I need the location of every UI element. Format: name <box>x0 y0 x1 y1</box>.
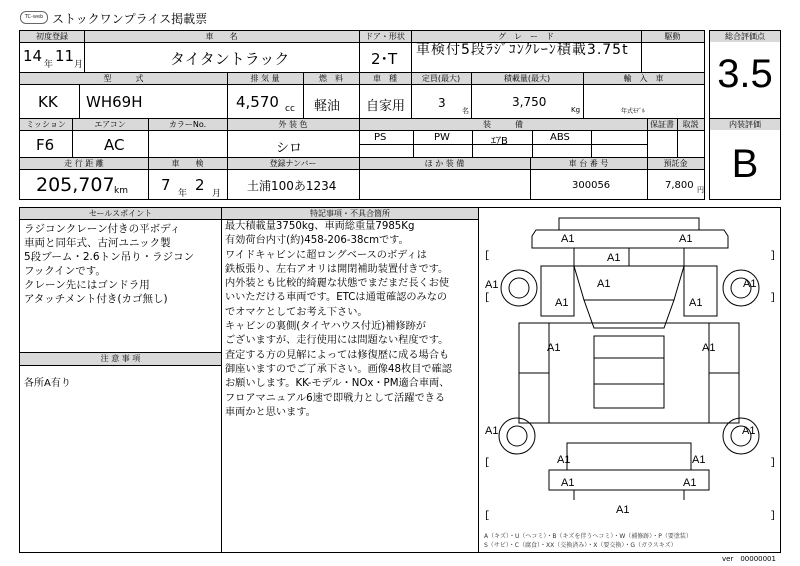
door-label: ドア・形状 <box>359 31 411 42</box>
legend-line-1: A（キズ）・U（ヘコミ）・B（キズを伴うヘコミ）・W（補修跡）・P（要塗装） <box>484 533 692 540</box>
version: ver 00000001 <box>722 555 776 563</box>
total-score: 3.5 <box>717 52 773 96</box>
manual-label: 取説 <box>677 119 704 130</box>
aircon-label: エアコン <box>72 119 148 130</box>
fuel-label: 燃 料 <box>303 73 359 84</box>
first-reg-year: 14 <box>23 47 43 65</box>
import-label: 輸 入 車 <box>583 73 704 84</box>
bracket: ] <box>770 458 777 469</box>
logo: TC-web <box>20 11 48 24</box>
equipment-label: 装 備 <box>359 119 647 130</box>
chassis-label: 車 台 番 号 <box>530 158 647 169</box>
mileage-unit: km <box>114 186 128 196</box>
year-unit: 年 <box>44 60 54 70</box>
mark: A1 <box>485 279 499 291</box>
usage-label: 車 種 <box>359 73 411 84</box>
load-capacity: 3,750 <box>512 95 547 109</box>
equipment-abs: ABS <box>550 132 570 143</box>
interior-score: B <box>731 142 759 186</box>
capacity-unit: 名 <box>462 107 469 115</box>
cc-label: 排 気 量 <box>227 73 303 84</box>
displacement: 4,570 <box>236 93 279 111</box>
bed-floor <box>594 336 664 408</box>
mission: F6 <box>36 136 55 154</box>
model-year-label: 年式ﾓﾃﾞﾙ <box>621 108 646 115</box>
type-code: WH69H <box>86 93 143 111</box>
price: 7,800 <box>665 180 694 191</box>
mark: A1 <box>683 477 697 489</box>
mission-label: ミッション <box>20 119 72 130</box>
mark: A1 <box>742 425 756 437</box>
license-plate: 土浦100あ1234 <box>247 179 337 193</box>
mark: A1 <box>607 252 621 264</box>
truck-damage-diagram <box>479 208 780 552</box>
aircon: AC <box>104 136 125 154</box>
chassis-number: 300056 <box>572 180 611 191</box>
special-notes-text: 最大積載量3750kg、車両総重量7985Kg 有効荷台内寸(約)458-206-38cmです。 ワイドキャビンに超ロングベースのボディは 鉄板張り、左右アオリは開閉補助装置付きです。 内外装とも比較的綺麗な状態でまだまだ長くお使 いいただける車両です。ETCは通電確認のみなの でオマケとしてお考え下さい。 キャビンの裏側(タイヤハウス付近)補修跡が ございますが、走行使用には問題ない程度です。 査定する方の見解によっては修復歴に成る場合も 御座いますのでご了承下さい。画像48枚目で確認 お願いします。KK-モデル・NOx・PM適合車両、 フロアマニュアル6速で即戦力として活躍できる 車両かと思います。 <box>225 221 452 418</box>
grade: 車検付5段ﾗｼﾞｺﾝｸﾚｰﾝ積載3.75t <box>416 42 629 58</box>
plate-label: 登録ナンバー <box>227 158 359 169</box>
mark: A1 <box>555 297 569 309</box>
car-name: タイタントラック <box>170 50 290 68</box>
ext-color-label: 外 装 色 <box>227 119 359 130</box>
mark: A1 <box>557 454 571 466</box>
legend-line-2: S（サビ）・C（腐食）・XX（交換済み）・X（要交換）・G（ガラスキズ） <box>484 542 677 549</box>
notes-label: 注 意 事 項 <box>20 353 221 365</box>
mark: A1 <box>485 425 499 437</box>
mark: A1 <box>561 477 575 489</box>
page-title: ストックワンプライス掲載票 <box>52 12 208 26</box>
drive-label: 駆動 <box>641 31 704 42</box>
capacity-label: 定員(最大) <box>411 73 471 84</box>
mark: A1 <box>743 278 757 290</box>
inspection-month: 2 <box>195 176 205 194</box>
bracket: [ <box>484 511 491 522</box>
notes-text: 各所A有り <box>24 378 71 389</box>
bracket: [ <box>484 251 491 262</box>
sales-points-label: セールスポイント <box>20 208 221 220</box>
total-score-label: 総合評価点 <box>710 31 780 42</box>
bracket: ] <box>770 251 777 262</box>
mark: A1 <box>597 278 611 290</box>
type-label: 型 式 <box>20 73 227 84</box>
bracket: ] <box>770 511 777 522</box>
first-reg-label: 初度登録 <box>20 31 84 42</box>
mark: A1 <box>679 233 693 245</box>
load-label: 積載量(最大) <box>471 73 583 84</box>
price-label: 預託金 <box>647 158 704 169</box>
first-reg-month: 11 <box>55 47 75 65</box>
special-notes-label: 特記事項・不具合箇所 <box>222 208 478 220</box>
insp-year-unit: 年 <box>178 189 188 199</box>
sales-points-text: ラジコンクレーン付きの平ボディ 車両と同年式、古河ユニック製 5段ブーム・2.6トン吊り・ラジコン フックインです。 クレーン先にはゴンドラ用 アタッチメント付き(カゴ無し) <box>24 223 195 305</box>
mark: A1 <box>616 504 630 516</box>
damage-marks <box>485 233 756 516</box>
cc-unit: cc <box>285 104 295 114</box>
interior-score-label: 内装評価 <box>710 119 780 130</box>
mark: A1 <box>561 233 575 245</box>
equipment-airbag: ｴｱB <box>491 136 508 147</box>
price-unit: 円 <box>697 186 704 194</box>
type-prefix: KK <box>38 93 58 111</box>
fuel-type: 軽油 <box>314 99 341 114</box>
wheel-left-front <box>501 270 537 306</box>
car-name-label: 車 名 <box>84 31 359 42</box>
warranty-label: 保証書 <box>647 119 677 130</box>
windshield <box>574 266 684 300</box>
bracket: ] <box>770 293 777 304</box>
insp-month-unit: 月 <box>212 189 222 199</box>
inspection-year: 7 <box>161 176 171 194</box>
bumper-front <box>559 218 699 230</box>
door-type: 2･T <box>371 50 398 68</box>
grade-label: グ レ ー ド <box>411 31 641 42</box>
mark: A1 <box>689 297 703 309</box>
exterior-color: シロ <box>276 141 303 156</box>
bracket-marks <box>484 250 776 522</box>
load-unit: Kg <box>571 106 581 114</box>
cab-roof <box>584 300 674 328</box>
equipment-pw: PW <box>434 132 450 143</box>
inspection-label: 車 検 <box>148 158 227 169</box>
mark: A1 <box>547 342 561 354</box>
color-no-label: カラーNo. <box>148 119 227 130</box>
mark: A1 <box>692 454 706 466</box>
bracket: [ <box>484 458 491 469</box>
other-equip-label: ほ か 装 備 <box>359 158 530 169</box>
month-unit: 月 <box>74 60 84 70</box>
rear-gate <box>567 443 691 470</box>
mileage: 205,707 <box>36 174 115 196</box>
bracket: [ <box>484 293 491 304</box>
mark: A1 <box>702 342 716 354</box>
usage-type: 自家用 <box>366 99 406 114</box>
capacity: 3 <box>438 96 446 110</box>
equipment-ps: PS <box>374 132 387 143</box>
mileage-label: 走 行 距 離 <box>20 158 148 169</box>
